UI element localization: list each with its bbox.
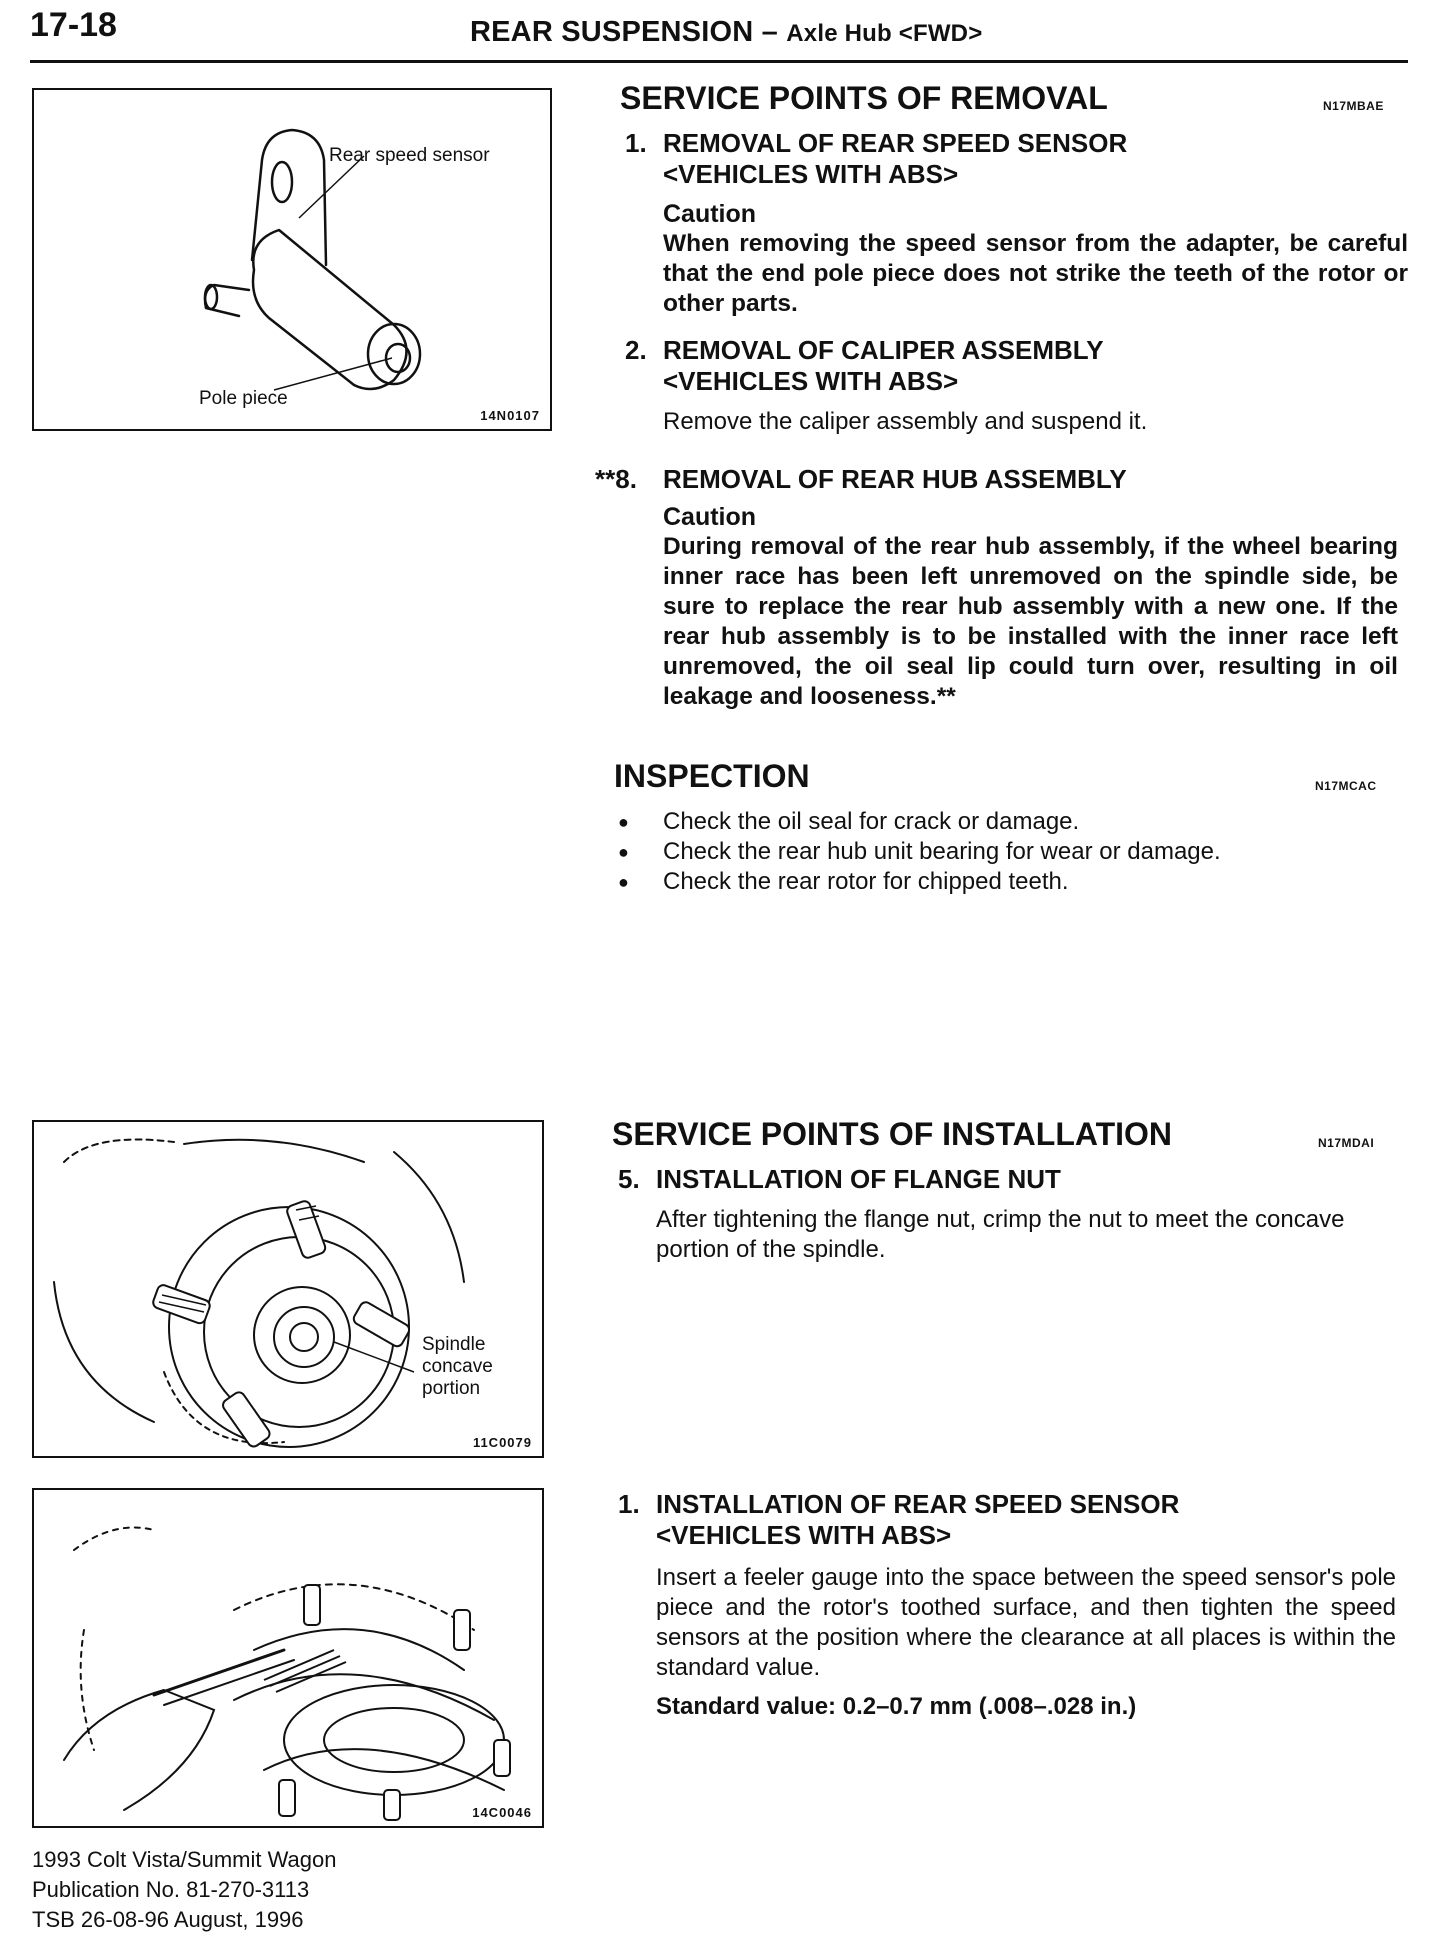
page-number: 17-18 [30,6,117,44]
list-item: ● Check the rear rotor for chipped teeth. [618,867,1408,897]
figure-rear-speed-sensor [32,88,552,431]
figure-code: 14N0107 [480,408,540,423]
item-text: Insert a feeler gauge into the space between the speed sensor's pole piece and the rotor's toothed surface, and then tighten the speed sensors at the position where the clearance at all places is within the standard value. [656,1564,1396,1681]
item-text: After tightening the flange nut, crimp the nut to meet the concave portion of the spindle. [656,1206,1345,1263]
item-title: INSTALLATION OF FLANGE NUT [656,1164,1061,1194]
installation-heading: SERVICE POINTS OF INSTALLATION [612,1116,1173,1152]
inspection-list [618,807,1408,897]
installation-item-5 [618,1164,1396,1265]
inspection-code: N17MCAC [1315,779,1377,793]
caution-title: Caution [663,200,757,228]
footer-publication: Publication No. 81-270-3113 [32,1877,310,1902]
label-portion: portion [422,1378,481,1399]
installation-code: N17MDAI [1318,1136,1375,1150]
installation-item-1 [618,1489,1396,1721]
item-title: REMOVAL OF REAR HUB ASSEMBLY [663,464,1127,494]
item-subtitle: <VEHICLES WITH ABS> [663,366,959,396]
item-number: **8. [595,464,637,494]
label-concave: concave [422,1356,493,1377]
removal-item-2 [625,335,1408,437]
header-dash: – [761,16,778,48]
item-title: REMOVAL OF REAR SPEED SENSOR [663,128,1128,158]
item-subtitle: <VEHICLES WITH ABS> [656,1520,952,1550]
inspection-heading: INSPECTION [614,758,810,794]
header-subsection: Axle Hub <FWD> [786,20,983,47]
caution-text: When removing the speed sensor from the adapter, be careful that the end pole piece does not strike the teeth of the rotor or other parts. [663,230,1408,317]
item-title: REMOVAL OF CALIPER ASSEMBLY [663,335,1104,365]
footer-model: 1993 Colt Vista/Summit Wagon [32,1847,337,1872]
item-number: 1. [625,128,647,158]
footer [32,1845,336,1935]
feeler-gauge-illustration [34,1490,542,1826]
speed-sensor-illustration [34,90,550,429]
figure-code: 14C0046 [472,1805,532,1820]
figure-flange-nut [32,1120,544,1458]
list-item: ● Check the rear hub unit bearing for wear or damage. [618,837,1408,867]
figure-feeler-gauge [32,1488,544,1828]
label-rear-speed-sensor: Rear speed sensor [329,145,490,166]
hub-spindle-illustration [34,1122,542,1456]
header-rule [30,60,1408,63]
removal-heading: SERVICE POINTS OF REMOVAL [620,80,1108,116]
footer-tsb: TSB 26-08-96 August, 1996 [32,1907,304,1932]
header-title [470,16,982,49]
item-number: 1. [618,1489,640,1519]
removal-item-1 [625,128,1408,319]
item-title: INSTALLATION OF REAR SPEED SENSOR [656,1489,1180,1519]
removal-item-8 [595,464,1398,712]
item-subtitle: <VEHICLES WITH ABS> [663,159,959,189]
item-text: Remove the caliper assembly and suspend it. [663,408,1148,435]
list-item: ● Check the oil seal for crack or damage. [618,807,1408,837]
caution-text: During removal of the rear hub assembly, if the wheel bearing inner race has been left unremoved on the spindle side, be sure to replace the rear hub assembly with a new one. If the rear hub assembly is to be installed with the inner race left unremoved, the oil seal lip could turn over, resulting in oil leakage and looseness.** [663,533,1398,710]
standard-value: Standard value: 0.2–0.7 mm (.008–.028 in.) [656,1693,1137,1720]
label-spindle: Spindle [422,1334,486,1355]
item-number: 2. [625,335,647,365]
removal-code: N17MBAE [1323,99,1384,113]
caution-title: Caution [663,503,757,531]
item-number: 5. [618,1164,640,1194]
label-pole-piece: Pole piece [199,388,288,409]
figure-code: 11C0079 [472,1435,532,1450]
header-section: REAR SUSPENSION [470,16,754,48]
